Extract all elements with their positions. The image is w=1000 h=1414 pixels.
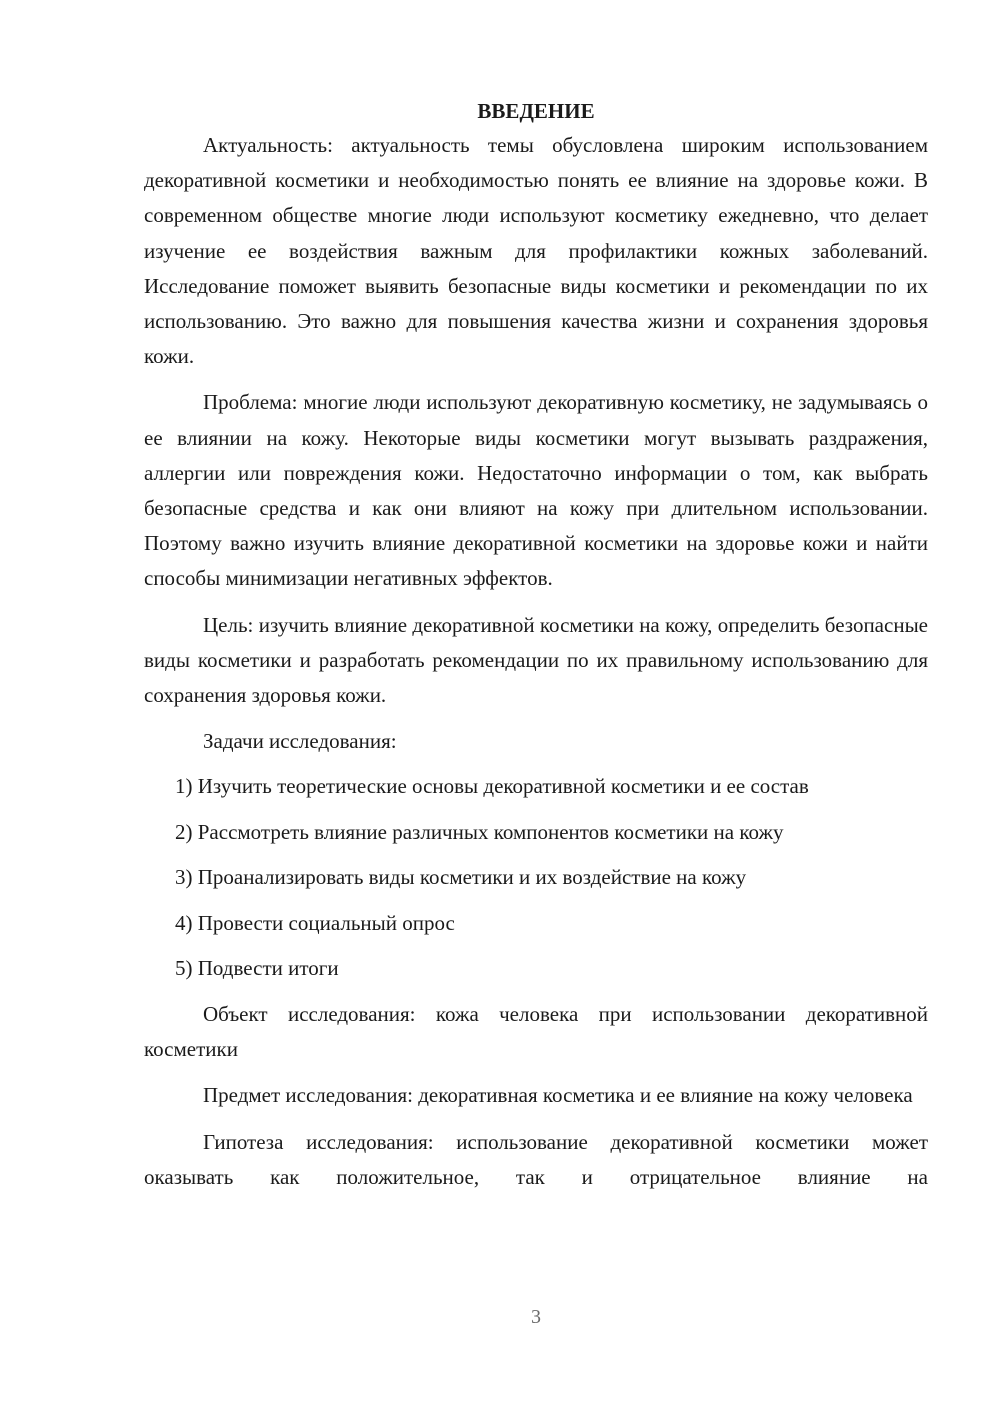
task-item: 1) Изучить теоретические основы декоративной косметики и ее состав: [175, 774, 809, 799]
section-title: ВВЕДЕНИЕ: [477, 99, 595, 123]
goal-paragraph: Цель: изучить влияние декоративной косметики на кожу, определить безопасные виды косметики и разработать рекомендации по их правильному использованию для сохранения здоровья кожи.: [144, 612, 928, 708]
object-paragraph: Объект исследования: кожа человека при использовании декоративной косметики: [144, 1001, 928, 1062]
document-page: [144, 94, 928, 1195]
tasks-list: [144, 769, 928, 986]
task-item: 3) Проанализировать виды косметики и их воздействие на кожу: [175, 865, 747, 890]
tasks-heading: Задачи исследования:: [203, 729, 397, 754]
page-number: 3: [531, 1306, 541, 1328]
problem-paragraph: Проблема: многие люди используют декоративную косметику, не задумываясь о ее влиянии на кожу. Некоторые виды косметики могут вызывать раздражения, аллергии или повреждения кожи. Недостаточно информации о том, как выбрать безопасные средства и как они влияют на кожу при длительном использовании. Поэтому важно изучить влияние декоративной косметики на здоровье кожи и найти способы минимизации негативных эффектов.: [144, 390, 928, 591]
task-item: 5) Подвести итоги: [175, 956, 339, 981]
task-item: 2) Рассмотреть влияние различных компонентов косметики на кожу: [175, 819, 784, 844]
actuality-paragraph: Актуальность: актуальность темы обусловлена широким использованием декоративной косметики и необходимостью понять ее влияние на здоровье кожи. В современном обществе многие люди используют косметику ежедневно, что делает изучение ее воздействия важным для профилактики кожных заболеваний. Исследование поможет выявить безопасные виды косметики и рекомендации по их использованию. Это важно для повышения качества жизни и сохранения здоровья кожи.: [144, 133, 928, 369]
task-item: 4) Провести социальный опрос: [175, 910, 455, 935]
subject-paragraph: Предмет исследования: декоративная косметика и ее влияние на кожу человека: [203, 1083, 913, 1108]
hypothesis-paragraph: Гипотеза исследования: использование декоративной косметики может оказывать как положительное, так и отрицательное влияние на: [144, 1129, 928, 1189]
